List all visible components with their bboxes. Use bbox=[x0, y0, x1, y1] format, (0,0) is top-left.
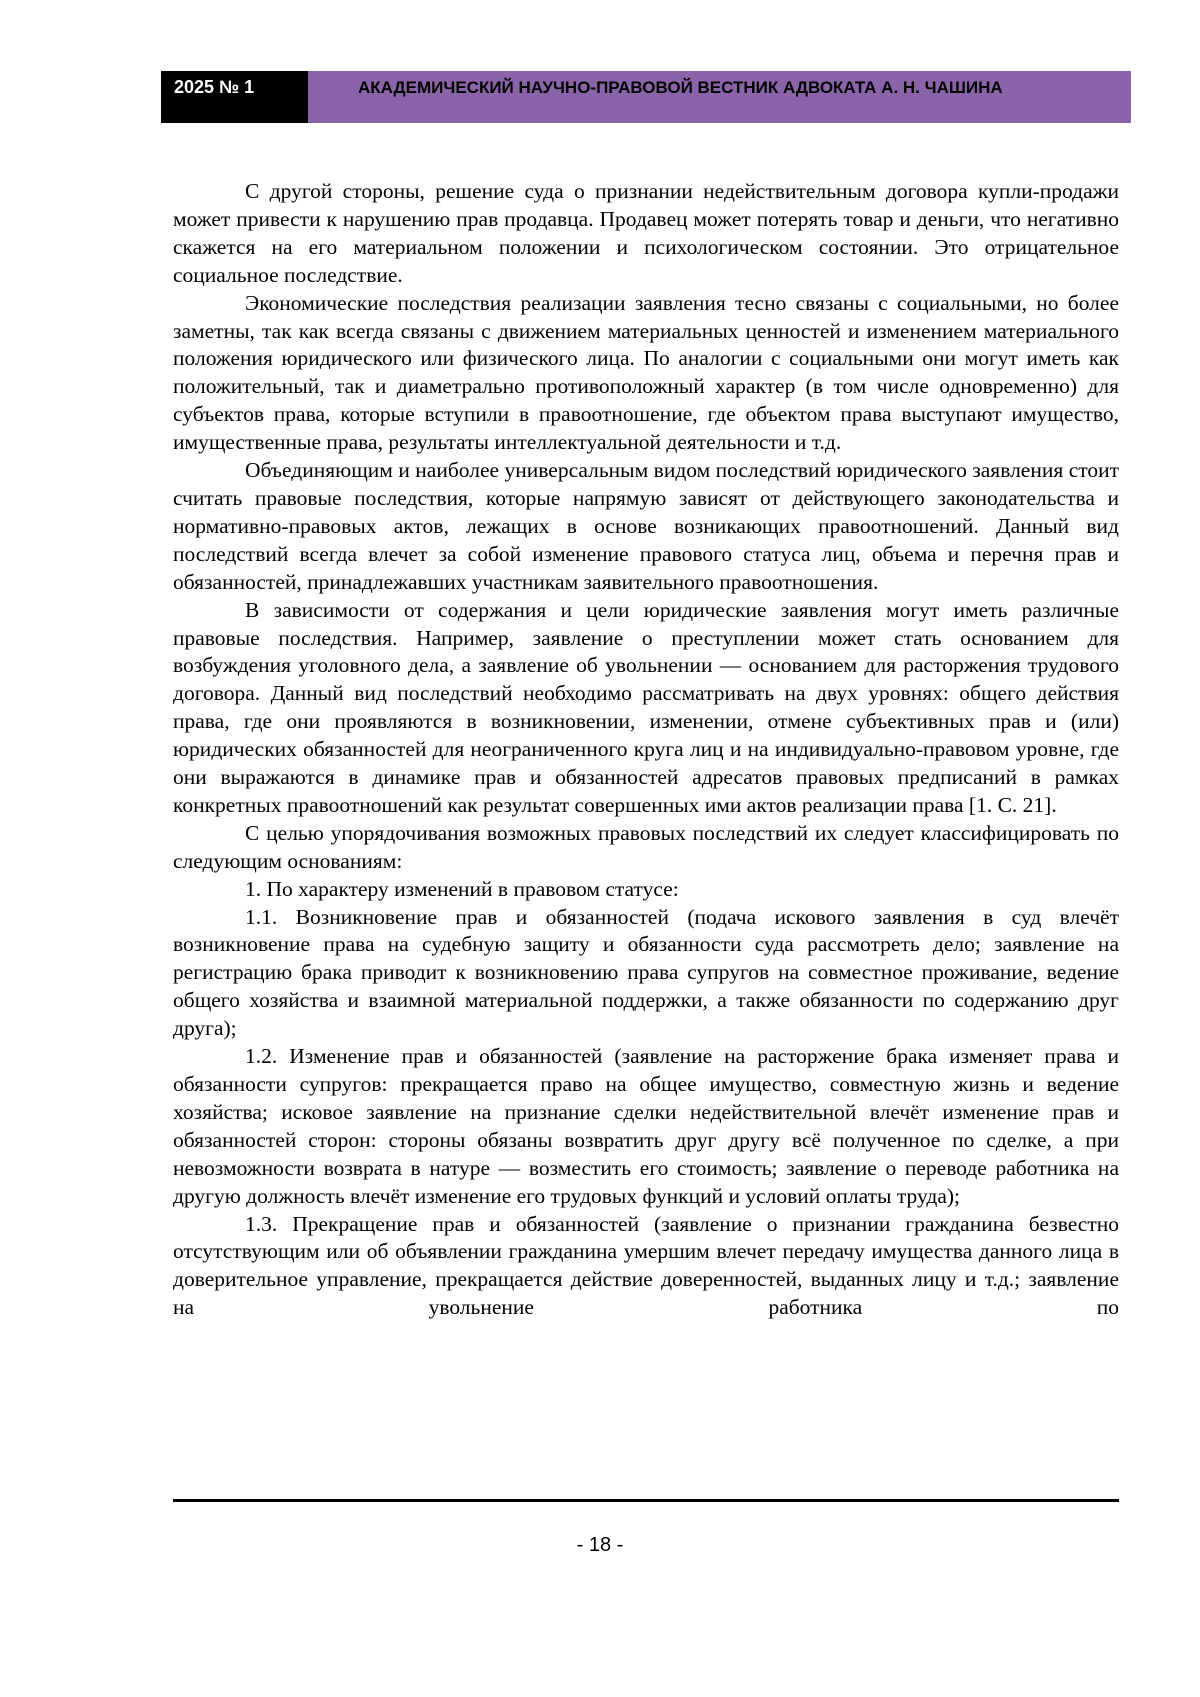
footer-divider bbox=[173, 1499, 1119, 1502]
article-body bbox=[173, 178, 1119, 1322]
paragraph: В зависимости от содержания и цели юридические заявления могут иметь различные правовые последствия. Например, заявление о преступлении может стать основанием для возбуждения уголовного дела, а заявление об увольнении — основанием для расторжения трудового договора. Данный вид последствий необходимо рассматривать на двух уровнях: общего действия права, где они проявляются в возникновении, изменении, отмене субъективных прав и (или) юридических обязанностей для неограниченного круга лиц и на индивидуально-правовом уровне, где они выражаются в динамике прав и обязанностей адресатов правовых предписаний в рамках конкретных правоотношений как результат совершенных ими актов реализации права [1. С. 21]. bbox=[173, 597, 1119, 820]
paragraph: Экономические последствия реализации заявления тесно связаны с социальными, но более заметны, так как всегда связаны с движением материальных ценностей и изменением материального положения юридического или физического лица. По аналогии с социальными они могут иметь как положительный, так и диаметрально противоположный характер (в том числе одновременно) для субъектов права, которые вступили в правоотношение, где объектом права выступают имущество, имущественные права, результаты интеллектуальной деятельности и т.д. bbox=[173, 290, 1119, 457]
journal-title: АКАДЕМИЧЕСКИЙ НАУЧНО-ПРАВОВОЙ ВЕСТНИК АДВОКАТА А. Н. ЧАШИНА bbox=[308, 71, 1131, 123]
paragraph: Объединяющим и наиболее универсальным видом последствий юридического заявления стоит считать правовые последствия, которые напрямую зависят от действующего законодательства и нормативно-правовых актов, лежащих в основе возникающих правоотношений. Данный вид последствий всегда влечет за собой изменение правового статуса лиц, объема и перечня прав и обязанностей, принадлежавших участникам заявительного правоотношения. bbox=[173, 457, 1119, 597]
paragraph: 1.3. Прекращение прав и обязанностей (заявление о признании гражданина безвестно отсутствующим или об объявлении гражданина умершим влечет передачу имущества данного лица в доверительное управление, прекращается действие доверенностей, выданных лицу и т.д.; заявление на увольнение работника по bbox=[173, 1211, 1119, 1323]
journal-header bbox=[161, 71, 1131, 123]
paragraph: С целью упорядочивания возможных правовых последствий их следует классифицировать по следующим основаниям: bbox=[173, 820, 1119, 876]
page-number: - 18 - bbox=[0, 1534, 1200, 1557]
paragraph: 1.2. Изменение прав и обязанностей (заявление на расторжение брака изменяет права и обязанности супругов: прекращается право на общее имущество, совместную жизнь и ведение хозяйства; исковое заявление на признание сделки недействительной влечёт изменение прав и обязанностей сторон: стороны обязаны возвратить друг другу всё полученное по сделке, а при невозможности возврата в натуре — возместить его стоимость; заявление о переводе работника на другую должность влечёт изменение его трудовых функций и условий оплаты труда); bbox=[173, 1043, 1119, 1210]
issue-number: 2025 № 1 bbox=[161, 71, 308, 123]
paragraph: 1.1. Возникновение прав и обязанностей (подача искового заявления в суд влечёт возникновение права на судебную защиту и обязанности суда рассмотреть дело; заявление на регистрацию брака приводит к возникновению права супругов на совместное проживание, ведение общего хозяйства и взаимной материальной поддержки, а также обязанности по содержанию друг друга); bbox=[173, 904, 1119, 1044]
paragraph: 1. По характеру изменений в правовом статусе: bbox=[173, 876, 1119, 904]
paragraph: С другой стороны, решение суда о признании недействительным договора купли-продажи может привести к нарушению прав продавца. Продавец может потерять товар и деньги, что негативно скажется на его материальном положении и психологическом состоянии. Это отрицательное социальное последствие. bbox=[173, 178, 1119, 290]
